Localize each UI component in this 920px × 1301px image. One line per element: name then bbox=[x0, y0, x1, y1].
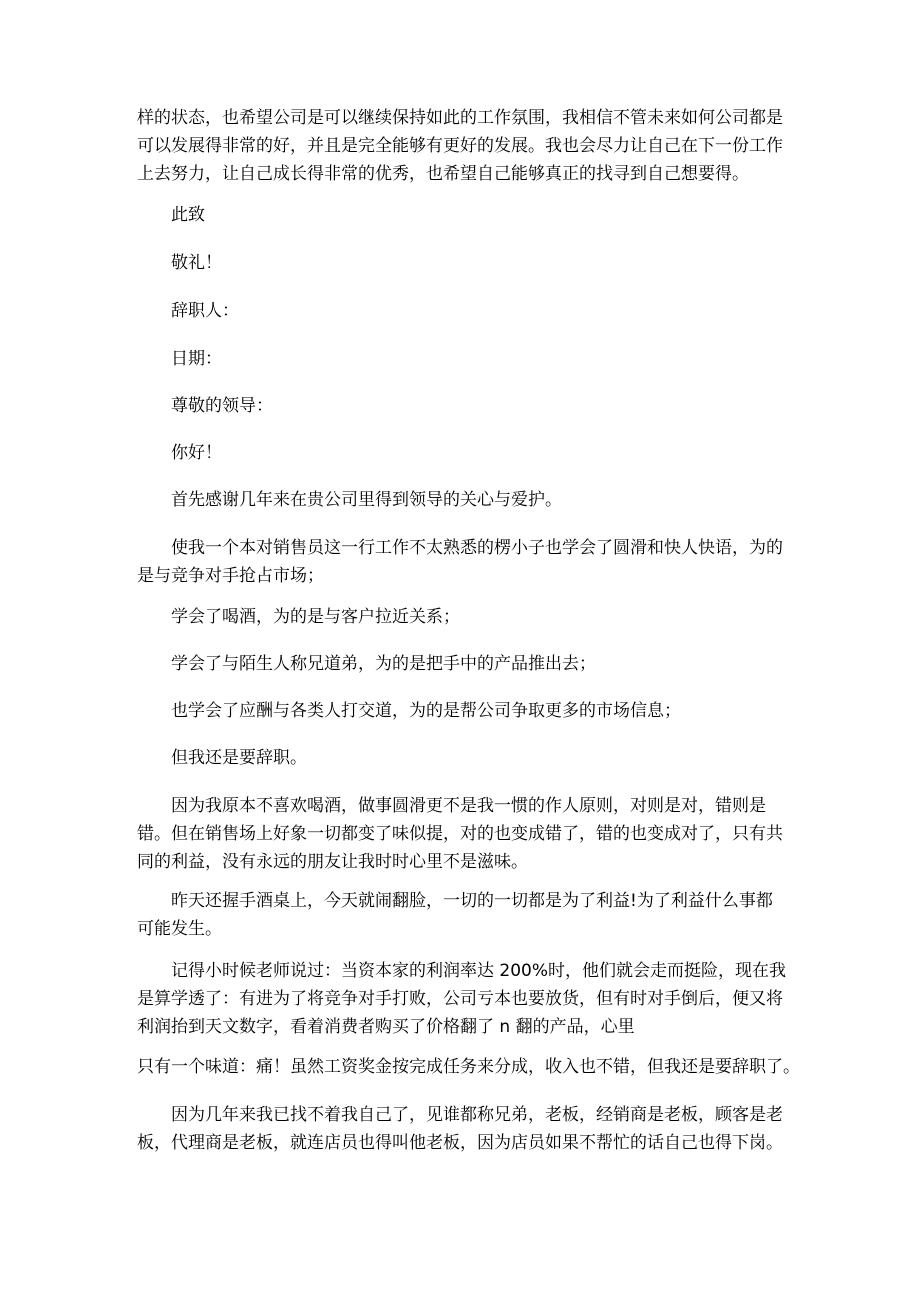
text-line: 也学会了应酬与各类人打交道，为的是帮公司争取更多的市场信息； bbox=[171, 701, 681, 721]
text-line: 你好！ bbox=[171, 443, 222, 463]
paragraph bbox=[137, 887, 797, 943]
text-line: 记得小时候老师说过：当资本家的利润率达 200%时，他们就会走而挺险，现在我 bbox=[171, 961, 787, 981]
text-line: 使我一个本对销售员这一行工作不太熟悉的楞小子也学会了圆滑和快人快语，为的 bbox=[171, 538, 783, 558]
greeting-hello bbox=[137, 439, 797, 467]
text-line: 首先感谢几年来在贵公司里得到领导的关心与爱护。 bbox=[171, 490, 562, 510]
text-line: 错。但在销售场上好象一切都变了味似提，对的也变成错了，错的也变成对了，只有共 bbox=[137, 824, 783, 844]
paragraph bbox=[137, 650, 797, 678]
text-line: 是与竞争对手抢占市场； bbox=[137, 566, 324, 586]
text-line: 是算学透了：有进为了将竞争对手打败，公司亏本也要放货，但有时对手倒后，便又将 bbox=[137, 989, 783, 1009]
text-line: 敬礼！ bbox=[171, 253, 222, 273]
text-line: 样的状态，也希望公司是可以继续保持如此的工作氛围，我相信不管未来如何公司都是 bbox=[137, 108, 783, 128]
paragraph bbox=[137, 534, 797, 590]
signature-label bbox=[137, 297, 797, 325]
text-line: 上去努力，让自己成长得非常的优秀，也希望自己能够真正的找寻到自己想要得。 bbox=[137, 164, 749, 184]
text-line: 同的利益，没有永远的朋友让我时时心里不是滋味。 bbox=[137, 852, 528, 872]
text-line: 可能发生。 bbox=[137, 919, 222, 939]
paragraph bbox=[137, 1053, 800, 1081]
text-line: 板，代理商是老板，就连店员也得叫他老板，因为店员如果不帮忙的话自己也得下岗。 bbox=[137, 1133, 783, 1153]
text-line: 利润抬到天文数字，看着消费者购买了价格翻了 n 翻的产品，心里 bbox=[137, 1017, 635, 1037]
paragraph bbox=[137, 792, 797, 876]
paragraph bbox=[137, 697, 797, 725]
text-line: 辞职人： bbox=[171, 301, 239, 321]
paragraph bbox=[137, 1101, 797, 1157]
paragraph-continuation bbox=[137, 104, 797, 188]
text-line: 昨天还握手酒桌上，今天就闹翻脸，一切的一切都是为了利益!为了利益什么事都 bbox=[171, 891, 773, 911]
closing-salutation bbox=[137, 201, 797, 229]
letter-greeting bbox=[137, 392, 797, 420]
text-line: 日期： bbox=[171, 349, 222, 369]
text-line: 学会了与陌生人称兄道弟，为的是把手中的产品推出去； bbox=[171, 654, 596, 674]
text-line: 因为几年来我已找不着我自己了，见谁都称兄弟，老板，经销商是老板，顾客是老 bbox=[171, 1105, 783, 1125]
closing-regards bbox=[137, 249, 797, 277]
text-line: 尊敬的领导： bbox=[171, 396, 273, 416]
paragraph bbox=[137, 957, 797, 1041]
paragraph bbox=[137, 486, 797, 514]
paragraph bbox=[137, 603, 797, 631]
text-line: 可以发展得非常的好，并且是完全能够有更好的发展。我也会尽力让自己在下一份工作 bbox=[137, 136, 783, 156]
text-line: 只有一个味道：痛！虽然工资奖金按完成任务来分成，收入也不错，但我还是要辞职了。 bbox=[137, 1057, 800, 1077]
text-line: 学会了喝酒，为的是与客户拉近关系； bbox=[171, 607, 460, 627]
date-label bbox=[137, 345, 797, 373]
text-line: 此致 bbox=[171, 205, 205, 225]
text-line: 但我还是要辞职。 bbox=[171, 748, 307, 768]
paragraph bbox=[137, 744, 797, 772]
text-line: 因为我原本不喜欢喝酒，做事圆滑更不是我一惯的作人原则，对则是对，错则是 bbox=[171, 796, 766, 816]
